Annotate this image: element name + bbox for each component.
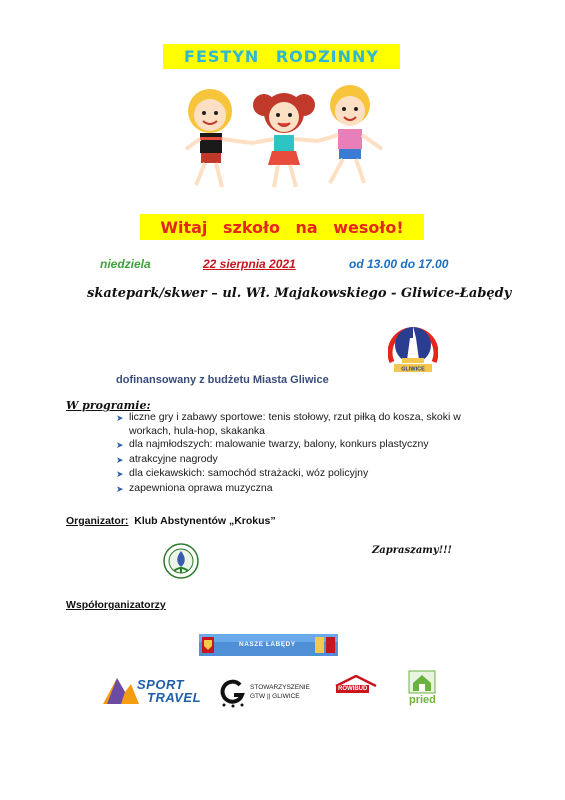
organizer-label: Organizator: (66, 515, 129, 527)
children-illustration (178, 83, 390, 199)
slogan: Witaj szkoło na wesoło! (160, 217, 404, 237)
event-day: niedziela (100, 257, 151, 271)
gtw-logo (220, 678, 320, 708)
organizer-line (66, 515, 276, 527)
gtw-line2: GTW || GLIWICE (250, 693, 300, 700)
program-list (116, 411, 476, 497)
bullet-icon: ➤ (116, 469, 124, 480)
gliwice-logo-label: GLIWICE (401, 366, 425, 373)
boy-left (186, 89, 252, 187)
bullet-icon: ➤ (116, 413, 124, 423)
list-item: ➤ atrakcyjne nagrody (116, 453, 476, 468)
organizer-name: Klub Abstynentów „Krokus” (134, 515, 276, 527)
funding-note: dofinansowany z budżetu Miasta Gliwice (116, 374, 329, 386)
nasze-labedy-banner (199, 634, 338, 656)
list-item: ➤ liczne gry i zabawy sportowe: tenis stołowy, rzut piłką do kosza, skoki w workach, hula-hop, skakanka (116, 411, 461, 437)
gtw-line1: STOWARZYSZENIE (250, 684, 310, 691)
coorganizers-heading: Współorganizatorzy (66, 599, 166, 611)
pried-logo (407, 669, 437, 709)
list-item: ➤ zapewniona oprawa muzyczna (116, 482, 476, 497)
event-date: 22 sierpnia 2021 (203, 257, 296, 271)
gliwice-logo (388, 318, 438, 374)
sport-travel-line1: SPORT (137, 677, 185, 692)
event-location: skatepark/skwer – ul. Wł. Majakowskiego - Gliwice-Łabędy (87, 286, 512, 301)
list-item: ➤ dla ciekawskich: samochód strażacki, wóz policyjny (116, 467, 476, 482)
bullet-icon: ➤ (116, 483, 124, 494)
banner-label: NASZE ŁABĘDY (239, 641, 296, 648)
event-hours: od 13.00 do 17.00 (349, 257, 449, 271)
girl-middle (252, 93, 318, 187)
poster-title: FESTYN RODZINNY (184, 47, 379, 66)
sport-travel-line2: TRAVEL (147, 690, 202, 705)
boy-right (318, 85, 382, 183)
pried-label: pried (409, 694, 436, 706)
invitation-text: Zapraszamy!!! (372, 545, 452, 556)
slogan-banner (140, 214, 424, 240)
bullet-icon: ➤ (116, 440, 124, 451)
program-heading: W programie: (66, 399, 151, 412)
bullet-icon: ➤ (116, 454, 124, 465)
list-item: ➤ dla najmłodszych: malowanie twarzy, balony, konkurs plastyczny (116, 438, 476, 453)
krokus-club-logo (163, 543, 199, 579)
rowibud-label: ROWIBUD (338, 686, 368, 692)
title-banner (163, 44, 400, 69)
sport-travel-logo (101, 674, 202, 706)
rowibud-logo (334, 675, 378, 695)
